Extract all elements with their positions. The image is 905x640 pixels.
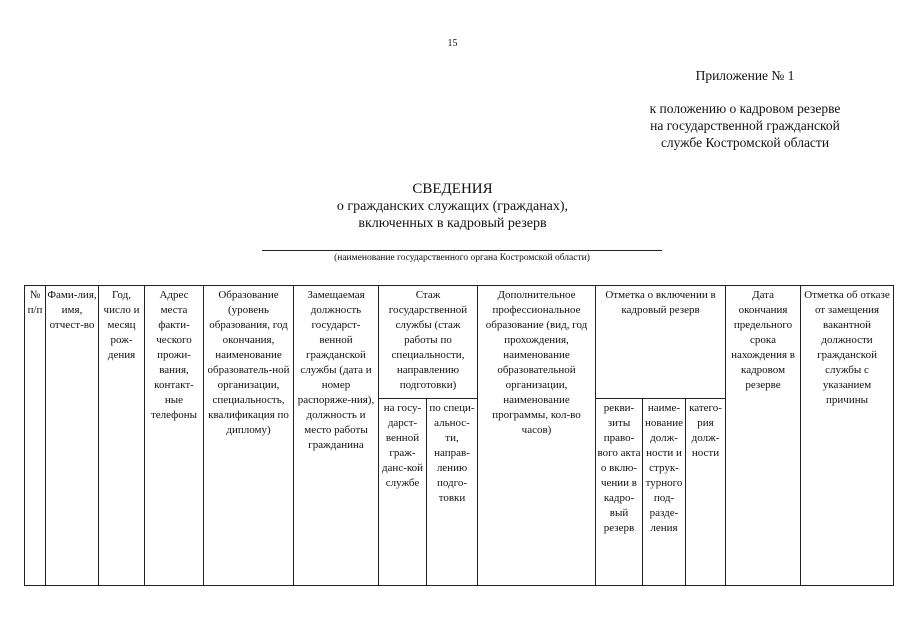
header-reserve-inclusion: Отметка о включении в кадровый резерв [596, 286, 726, 399]
subheader-state-service: на госу-дарст-венной граж-данс-кой службе [379, 399, 427, 586]
appendix-line: к положению о кадровом резерве [649, 101, 841, 116]
appendix-title: Приложение № 1 [695, 68, 795, 83]
document-subtitle-line: о гражданских служащих (гражданах), [336, 199, 569, 214]
document-subtitle-line: включенных в кадровый резерв [358, 216, 547, 231]
header-education: Образование (уровень образования, год окончания, наименование образователь-ной организации, специальность, квалификация по диплому) [204, 286, 294, 586]
subheader-position-unit: наиме-нование долж-ности и струк-турного под-разде-ления [643, 399, 686, 586]
appendix-line: службе Костромской области [660, 135, 830, 150]
reserve-table [24, 285, 894, 586]
header-position: Замещаемая должность государст-венной гражданской службы (дата и номер распоряже-ния), должность и место работы гражданина [294, 286, 379, 586]
organization-caption: (наименование государственного органа Костромской области) [334, 253, 590, 263]
document-title: СВЕДЕНИЯ [412, 181, 493, 197]
header-additional-education: Дополнительное профессиональное образование (вид, год прохождения, наименование образовательной организации, наименование программы, кол-во часов) [478, 286, 596, 586]
appendix-subtitle [600, 100, 890, 151]
header-experience: Стаж государственной службы (стаж работы по специальности, направлению подготовки) [379, 286, 478, 399]
page-number: 15 [447, 38, 458, 49]
organization-name-line [262, 250, 662, 251]
header-full-name: Фами-лия, имя, отчест-во [46, 286, 99, 586]
header-refusal-note: Отметка об отказе от замещения вакантной должности гражданской службы с указанием причины [801, 286, 894, 586]
header-number: № п/п [25, 286, 46, 586]
header-address: Адрес места факти-ческого прожи-вания, контакт-ные телефоны [145, 286, 204, 586]
subheader-specialty: по специ-альнос-ти, направ-лению подго-товки [427, 399, 478, 586]
subheader-position-category: катего-рия долж-ности [686, 399, 726, 586]
header-reserve-end-date: Дата окончания предельного срока нахождения в кадровом резерве [726, 286, 801, 586]
subheader-legal-act: рекви-зиты право-вого акта о вклю-чении в кадро-вый резерв [596, 399, 643, 586]
appendix-line: на государственной гражданской [650, 118, 840, 133]
header-birth-date: Год, число и месяц рож-дения [99, 286, 145, 586]
